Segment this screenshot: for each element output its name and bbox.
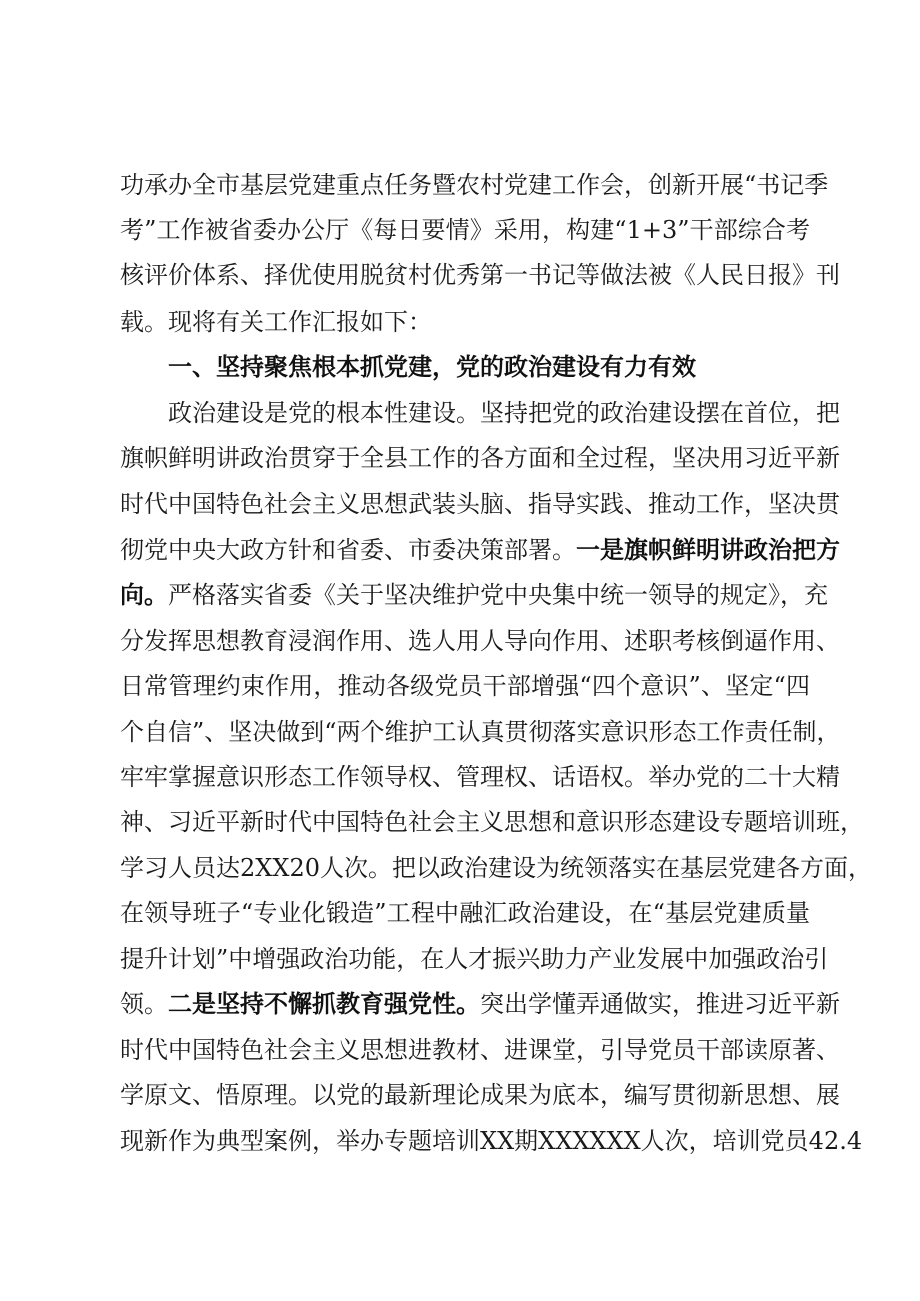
- paragraph-line-7: 日常管理约束作用，推动各级党员干部增强“四个意识”、坚定“四: [120, 672, 810, 700]
- paragraph-line-15: 时代中国特色社会主义思想进教材、进课堂，引导党员干部读原著、: [120, 1036, 840, 1064]
- paragraph-line-5: [120, 575, 828, 615]
- point-one-title-part-1: 一是旗帜鲜明讲政治把方: [576, 536, 840, 564]
- paragraph-line-14-text-a: 领。: [120, 990, 168, 1018]
- paragraph-line-10: 神、习近平新时代中国特色社会主义思想和意识形态建设专题培训班，: [120, 808, 864, 836]
- paragraph-line-14: [120, 984, 840, 1024]
- paragraph-line-17: 现新作为典型案例，举办专题培训XX期XXXXXX人次，培训党员42.4: [120, 1127, 863, 1155]
- intro-line-4: 载。现将有关工作汇报如下：: [120, 308, 432, 336]
- intro-line-1: 功承办全市基层党建重点任务暨农村党建工作会，创新开展“书记季: [120, 171, 829, 199]
- paragraph-line-4-text: 彻党中央大政方针和省委、市委决策部署。: [120, 536, 576, 564]
- intro-line-2: 考”工作被省委办公厅《每日要情》采用，构建“1+3”干部综合考: [120, 216, 810, 244]
- point-two-title: 二是坚持不懈抓教育强党性。: [168, 990, 480, 1018]
- point-one-title-part-2: 向。: [120, 581, 168, 609]
- paragraph-line-12: 在领导班子“专业化锻造”工程中融汇政治建设，在“基层党建质量: [120, 899, 810, 927]
- paragraph-line-16: 学原文、悟原理。以党的最新理论成果为底本，编写贯彻新思想、展: [120, 1081, 840, 1109]
- paragraph-line-6: 分发挥思想教育浸润作用、选人用人导向作用、述职考核倒逼作用、: [120, 627, 840, 655]
- paragraph-line-1: 政治建设是党的根本性建设。坚持把党的政治建设摆在首位，把: [168, 399, 840, 427]
- paragraph-line-3: 时代中国特色社会主义思想武装头脑、指导实践、推动工作，坚决贯: [120, 490, 840, 518]
- paragraph-line-4: [120, 530, 840, 570]
- paragraph-line-2: 旗帜鲜明讲政治贯穿于全县工作的各方面和全过程，坚决用习近平新: [120, 444, 840, 472]
- paragraph-line-11: 学习人员达2XX20人次。把以政治建设为统领落实在基层党建各方面，: [120, 854, 872, 882]
- paragraph-line-9: 牢牢掌握意识形态工作领导权、管理权、话语权。举办党的二十大精: [120, 763, 840, 791]
- intro-line-3: 核评价体系、择优使用脱贫村优秀第一书记等做法被《人民日报》刊: [120, 261, 840, 289]
- paragraph-line-5-text: 严格落实省委《关于坚决维护党中央集中统一领导的规定》，充: [168, 581, 828, 609]
- paragraph-line-13: 提升计划”中增强政治功能，在人才振兴助力产业发展中加强政治引: [120, 945, 829, 973]
- section-heading: 一、坚持聚焦根本抓党建，党的政治建设有力有效: [168, 353, 696, 381]
- paragraph-line-14-text-b: 突出学懂弄通做实，推进习近平新: [480, 990, 840, 1018]
- paragraph-line-8: 个自信”、坚决做到“两个维护工认真贯彻落实意识形态工作责任制，: [120, 718, 841, 746]
